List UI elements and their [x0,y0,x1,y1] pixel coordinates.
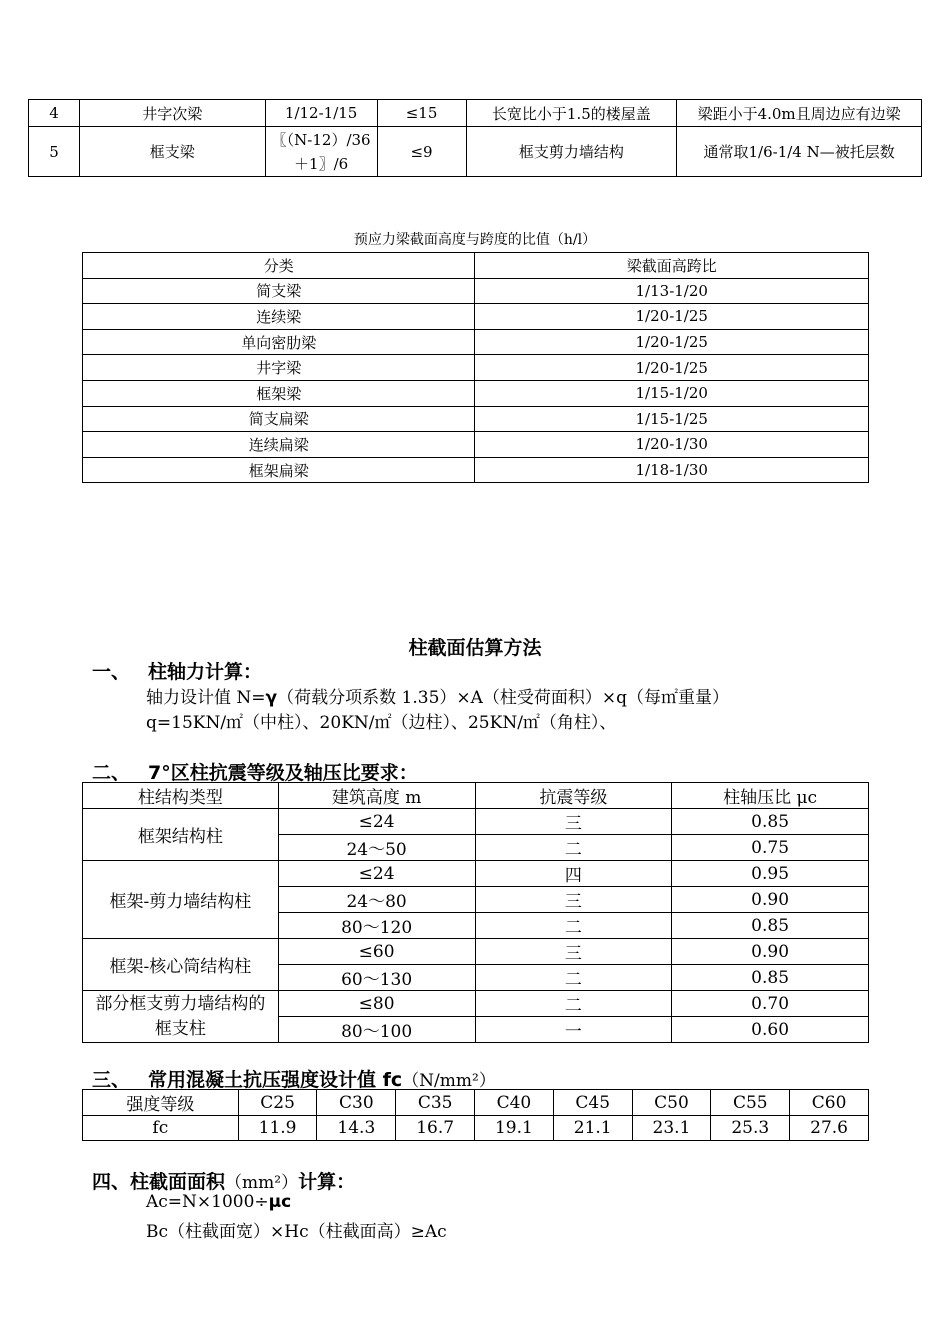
grade-cell: 四 [475,861,672,887]
grade-cell: 二 [475,913,672,939]
height-cell: 24～80 [278,887,475,913]
table-row [83,406,869,432]
section-number: 一、 [92,661,131,683]
ratio-cell: 0.70 [672,991,869,1017]
seismic-table [82,782,869,1043]
height-cell: ≤24 [278,809,475,835]
table-row [83,278,869,304]
height-cell: 24～50 [278,835,475,861]
section-number: 二、 [92,762,131,784]
row-number: 4 [29,100,80,127]
ratio-cell: 1/20-1/25 [475,355,869,381]
column-header: 建筑高度 m [278,783,475,809]
row-label: fc [83,1116,239,1141]
ratio-cell: 1/18-1/30 [475,457,869,483]
ratio-cell: 0.85 [672,913,869,939]
category-cell: 井字梁 [83,355,475,381]
table-row [83,861,869,887]
load-values: q=15KN/㎡（中柱）、20KN/㎡（边柱）、25KN/㎡（角柱）、 [146,713,617,733]
grade-cell: 三 [475,809,672,835]
section-title: 柱截面估算方法 [408,637,542,659]
ratio-cell: 0.85 [672,809,869,835]
row-number: 5 [29,127,80,177]
column-header: 抗震等级 [475,783,672,809]
table-row [83,329,869,355]
beam-table [28,99,922,177]
grade-cell: 一 [475,1017,672,1043]
ratio-cell: 0.90 [672,939,869,965]
ratio-cell: 0.85 [672,965,869,991]
beam-limit: ≤15 [377,100,466,127]
grade-cell: C35 [396,1090,475,1116]
table-row [83,991,869,1017]
fc-cell: 25.3 [711,1116,790,1141]
section-size-formula: Bc（柱截面宽）×Hc（柱截面高）≥Ac [146,1222,447,1242]
mu-symbol: μc [268,1192,292,1212]
column-header: 分类 [83,253,475,279]
height-cell: ≤60 [278,939,475,965]
grade-cell: C45 [553,1090,632,1116]
beam-note-text: 通常取1/6-1/4 N—被托层数 [703,142,895,161]
ratio-cell: 1/15-1/20 [475,380,869,406]
table-row [83,304,869,330]
grade-cell: 二 [475,835,672,861]
section-2-heading [92,758,418,785]
structure-type-cell: 框架-核心筒结构柱 [83,939,279,991]
beam-note: 梁距小于4.0m且周边应有边梁 [677,100,922,127]
grade-cell: C25 [238,1090,317,1116]
section-heading-text: 计算： [298,1171,356,1193]
column-header: 柱结构类型 [83,783,279,809]
table-row [83,432,869,458]
grade-cell: C55 [711,1090,790,1116]
table-row [83,1090,869,1116]
ratio-cell: 1/13-1/20 [475,278,869,304]
grade-cell: C40 [475,1090,554,1116]
table-row [83,1116,869,1141]
formula-text: （荷载分项系数 1.35）×A（柱受荷面积）×q（每㎡重量） [277,688,730,708]
beam-ratio-text: 〖（N-12）/36＋1〗/6 [271,130,371,173]
table-row [83,380,869,406]
section-unit: （N/mm²） [402,1071,496,1091]
section-heading-text: 常用混凝土抗压强度设计值 fc [148,1069,403,1091]
section-number: 三、 [92,1069,131,1091]
category-cell: 连续梁 [83,304,475,330]
beam-note [677,127,922,177]
section-1-heading [92,657,262,684]
area-formula [146,1192,291,1212]
beam-ratio: 1/12-1/15 [265,100,377,127]
structure-type-cell: 框架结构柱 [83,809,279,861]
category-cell: 连续扁梁 [83,432,475,458]
beam-scope: 框支剪力墙结构 [466,127,677,177]
height-cell: ≤80 [278,991,475,1017]
height-cell: ≤24 [278,861,475,887]
grade-cell: 三 [475,939,672,965]
grade-cell: 二 [475,991,672,1017]
grade-cell: C30 [317,1090,396,1116]
table-row [29,127,922,177]
fc-cell: 27.6 [790,1116,869,1141]
height-cell: 60～130 [278,965,475,991]
grade-cell: 二 [475,965,672,991]
beam-scope: 长宽比小于1.5的楼屋盖 [466,100,677,127]
beam-type: 框支梁 [79,127,265,177]
structure-type-cell [83,991,279,1043]
ratio-cell: 0.95 [672,861,869,887]
table-row [83,939,869,965]
grade-cell: 三 [475,887,672,913]
category-cell: 简支扁梁 [83,406,475,432]
section-heading-text: 7°区柱抗震等级及轴压比要求： [148,762,418,784]
beam-limit: ≤9 [377,127,466,177]
table-row [83,809,869,835]
category-cell: 框架梁 [83,380,475,406]
section-4-heading [92,1167,355,1194]
structure-type-cell: 框架-剪力墙结构柱 [83,861,279,939]
ratio-cell: 0.60 [672,1017,869,1043]
ratio-cell: 1/15-1/25 [475,406,869,432]
ratio-cell: 1/20-1/25 [475,329,869,355]
structure-type-text: 部分框支剪力墙结构的框支柱 [95,993,266,1039]
section-heading-text: 柱轴力计算： [148,661,263,683]
beam-type: 井字次梁 [79,100,265,127]
column-header: 柱轴压比 μc [672,783,869,809]
ratio-cell: 0.90 [672,887,869,913]
ratio-cell: 1/20-1/25 [475,304,869,330]
fc-cell: 11.9 [238,1116,317,1141]
section-3-heading [92,1065,496,1092]
ratio-cell: 1/20-1/30 [475,432,869,458]
column-header: 梁截面高跨比 [475,253,869,279]
axial-force-formula [146,683,729,708]
table-row [29,100,922,127]
fc-cell: 14.3 [317,1116,396,1141]
table-header-row [83,783,869,809]
section-heading-text: 四、柱截面面积 [92,1171,226,1193]
height-cell: 80～120 [278,913,475,939]
gamma-symbol: γ [265,688,278,708]
prestress-table [82,252,869,483]
fc-cell: 19.1 [475,1116,554,1141]
formula-text: Ac=N×1000÷ [146,1192,269,1212]
table-header-row [83,253,869,279]
fc-cell: 21.1 [553,1116,632,1141]
formula-text: 轴力设计值 N= [146,688,266,708]
table-row [83,457,869,483]
concrete-strength-table [82,1089,869,1141]
category-cell: 简支梁 [83,278,475,304]
section-unit: （mm²） [225,1173,299,1193]
ratio-cell: 0.75 [672,835,869,861]
grade-cell: C60 [790,1090,869,1116]
grade-cell: C50 [632,1090,711,1116]
table-row [83,355,869,381]
height-cell: 80～100 [278,1017,475,1043]
beam-ratio [265,127,377,177]
category-cell: 单向密肋梁 [83,329,475,355]
fc-cell: 23.1 [632,1116,711,1141]
row-label: 强度等级 [83,1090,239,1116]
prestress-caption: 预应力梁截面高度与跨度的比值（h/l） [353,232,597,248]
category-cell: 框架扁梁 [83,457,475,483]
fc-cell: 16.7 [396,1116,475,1141]
